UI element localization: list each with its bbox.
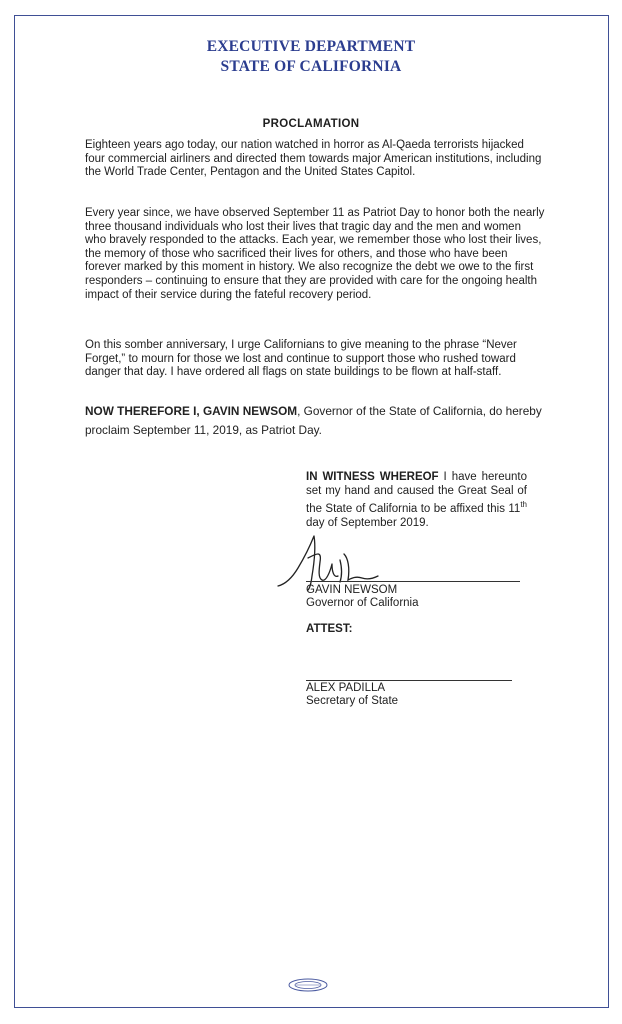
- witness-lead: IN WITNESS WHEREOF: [306, 471, 439, 483]
- union-bug-icon: [287, 978, 329, 992]
- paragraph-2: Every year since, we have observed September 11 as Patriot Day to honor both the nearly three thousand individuals who lost their lives that tragic day and the men and women who bravely responded to the attacks. Each year, we remember those who lost their lives, the memory of those who sacrificed their lives for others, and those who have been forever marked by this moment in history. We also recognize the debt we owe to the first responders – continuing to ensure that they are provided with care for the ongoing health impact of their service during the fateful recovery period.: [85, 207, 545, 301]
- header-line-1: EXECUTIVE DEPARTMENT: [206, 38, 416, 55]
- secretary-title: Secretary of State: [306, 695, 399, 707]
- witness-text-after: day of September 2019.: [306, 516, 429, 529]
- witness-text-before: I have hereunto set my hand and caused the Great Seal of the State of California to be affixed this 11: [306, 471, 527, 516]
- proclamation-text: , Governor of the State of California, do hereby proclaim September 11, 2019, as Patriot Day.: [85, 404, 542, 437]
- paragraph-1: Eighteen years ago today, our nation watched in horror as Al-Qaeda terrorists hijacked four commercial airliners and directed them towards major American institutions, including the World Trade Center, Pentagon and the United States Capitol.: [85, 139, 542, 179]
- proclamation-lead: NOW THEREFORE I, GAVIN NEWSOM: [85, 404, 298, 418]
- witness-statement: [306, 471, 527, 530]
- proclamation-statement: [85, 402, 545, 440]
- governor-name: GAVIN NEWSOM: [306, 584, 398, 596]
- governor-title: Governor of California: [306, 597, 419, 609]
- secretary-signature-line: [306, 680, 512, 681]
- governor-signature-line: [306, 581, 520, 582]
- paragraph-3: On this somber anniversary, I urge Californians to give meaning to the phrase “Never Forget,” to mourn for those we lost and continue to support those who rushed toward danger that day. I have ordered all flags on state buildings to be flown at half-staff.: [85, 339, 517, 379]
- document-title: PROCLAMATION: [262, 118, 360, 130]
- secretary-name: ALEX PADILLA: [306, 682, 386, 694]
- attest-label: ATTEST:: [306, 623, 353, 635]
- header-line-2: STATE OF CALIFORNIA: [220, 58, 402, 75]
- witness-superscript: th: [520, 500, 527, 510]
